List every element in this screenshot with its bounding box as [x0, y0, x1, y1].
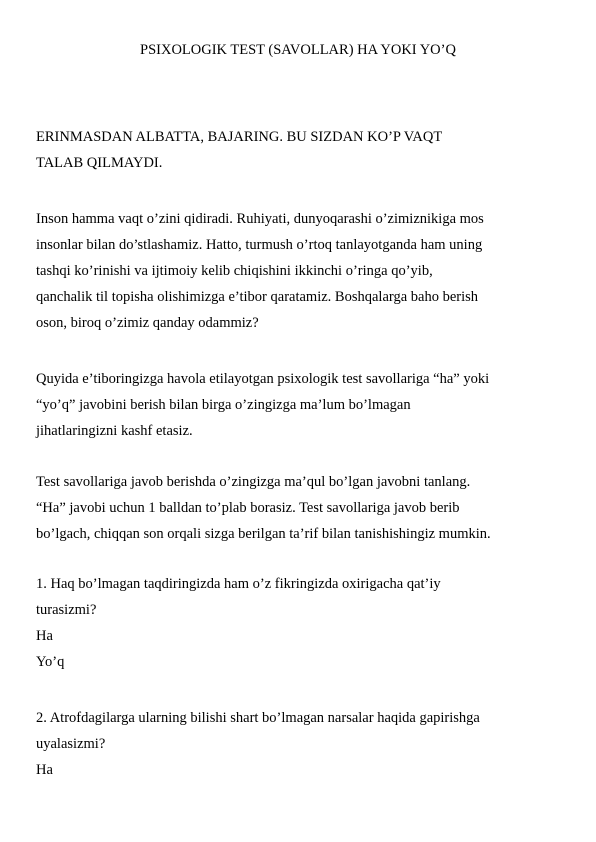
question-1: [36, 571, 566, 675]
question-2: [36, 705, 566, 783]
scoring-paragraph: [36, 469, 566, 547]
paragraph-line: oson, biroq o’zimiz qanday odammiz?: [36, 315, 259, 331]
question-text: 2. Atrofdagilarga ularning bilishi shart bo’lmagan narsalar haqida gapirishga: [36, 710, 480, 726]
intro-paragraph: [36, 206, 566, 336]
paragraph-line: Inson hamma vaqt o’zini qidiradi. Ruhiyati, dunyoqarashi o’zimiznikiga mos: [36, 211, 484, 227]
instruction-line: ERINMASDAN ALBATTA, BAJARING. BU SIZDAN KO’P VAQT: [36, 129, 443, 145]
paragraph-line: “yo’q” javobini berish bilan birga o’zingizga ma’lum bo’lmagan: [36, 397, 411, 413]
paragraph-line: jihatlaringizni kashf etasiz.: [36, 423, 193, 439]
paragraph-line: insonlar bilan do’stlashamiz. Hatto, turmush o’rtoq tanlayotganda ham uning: [36, 237, 483, 253]
answer-option-ha: Ha: [36, 762, 53, 778]
question-text: uyalasizmi?: [36, 736, 106, 752]
paragraph-line: bo’lgach, chiqqan son orqali sizga berilgan ta’rif bilan tanishishingiz mumkin.: [36, 526, 491, 542]
answer-option-yoq: Yo’q: [36, 654, 65, 670]
instruction-line: TALAB QILMAYDI.: [36, 155, 163, 171]
paragraph-line: qanchalik til topisha olishimizga e’tibor qaratamiz. Boshqalarga baho berish: [36, 289, 479, 305]
test-intro-paragraph: [36, 366, 566, 444]
answer-option-ha: Ha: [36, 628, 53, 644]
paragraph-line: Test savollariga javob berishda o’zingizga ma’qul bo’lgan javobni tanlang.: [36, 474, 471, 490]
paragraph-line: tashqi ko’rinishi va ijtimoiy kelib chiqishini ikkinchi o’ringa qo’yib,: [36, 263, 433, 279]
paragraph-line: “Ha” javobi uchun 1 balldan to’plab borasiz. Test savollariga javob berib: [36, 500, 460, 516]
instruction-paragraph: [36, 124, 566, 176]
paragraph-line: Quyida e’tiboringizga havola etilayotgan psixologik test savollariga “ha” yoki: [36, 371, 490, 387]
document-title: PSIXOLOGIK TEST (SAVOLLAR) HA YOKI YO’Q: [140, 42, 456, 58]
question-text: turasizmi?: [36, 602, 97, 618]
question-text: 1. Haq bo’lmagan taqdiringizda ham o’z fikringizda oxirigacha qat’iy: [36, 576, 441, 592]
